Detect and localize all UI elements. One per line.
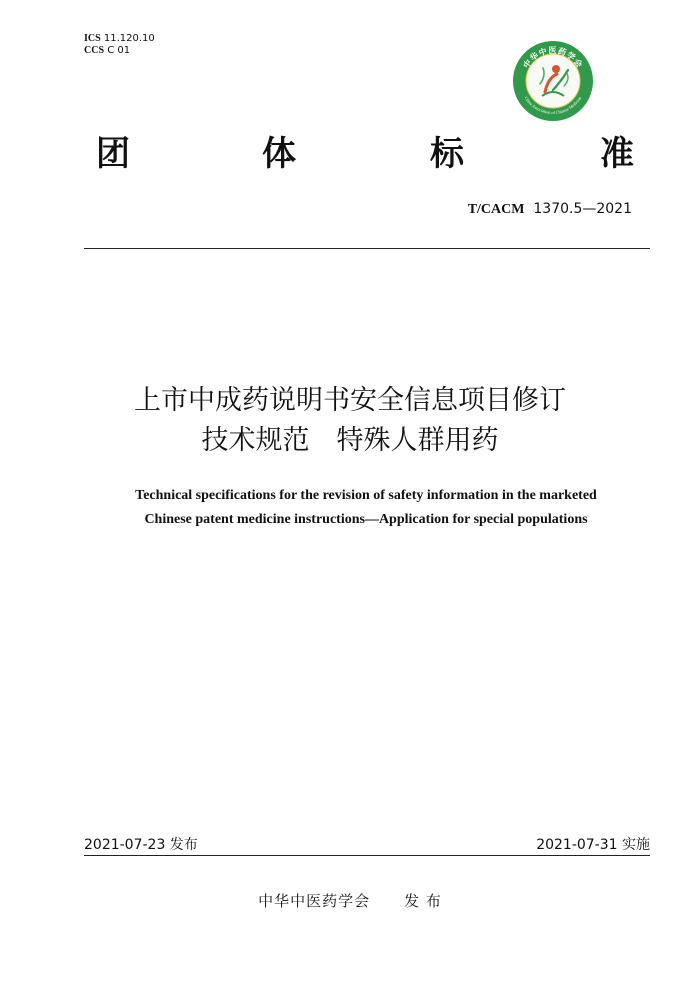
issue-date: 2021-07-23 发布 (84, 837, 198, 853)
heading-char-4: 准 (600, 134, 634, 174)
classification-codes (84, 33, 155, 57)
publisher-action: 发 布 (404, 892, 442, 910)
association-logo-icon (512, 40, 594, 122)
heading-char-3: 标 (430, 134, 464, 174)
ics-label: ICS (84, 33, 101, 44)
implementation-date: 2021-07-31 实施 (536, 837, 650, 853)
title-en-line2: Chinese patent medicine instructions—Application for special populations (144, 512, 588, 527)
top-divider (84, 248, 650, 249)
bottom-divider (84, 855, 650, 856)
ccs-line (84, 45, 155, 57)
ccs-label: CCS (84, 45, 105, 56)
publisher (0, 890, 700, 911)
standard-prefix: T/CACM (467, 202, 525, 217)
ics-line (84, 33, 155, 45)
heading-char-1: 团 (96, 134, 130, 174)
heading-char-2: 体 (262, 134, 296, 174)
standard-number (468, 201, 632, 218)
title-cn-line1: 上市中成药说明书安全信息项目修订 (134, 385, 566, 416)
title-en-line1: Technical specifications for the revision of safety information in the marketed (135, 488, 597, 503)
publisher-org: 中华中医药学会 (258, 892, 371, 910)
logo-text-cn: 中华中医药学会 (521, 46, 585, 70)
standard-code: 1370.5—2021 (533, 201, 632, 217)
ccs-value: C 01 (107, 45, 131, 56)
logo-text-en: China Association of Chinese Medicine (523, 95, 583, 116)
ics-value: 11.120.10 (103, 33, 155, 44)
title-cn-line2: 技术规范 特殊人群用药 (201, 425, 499, 456)
